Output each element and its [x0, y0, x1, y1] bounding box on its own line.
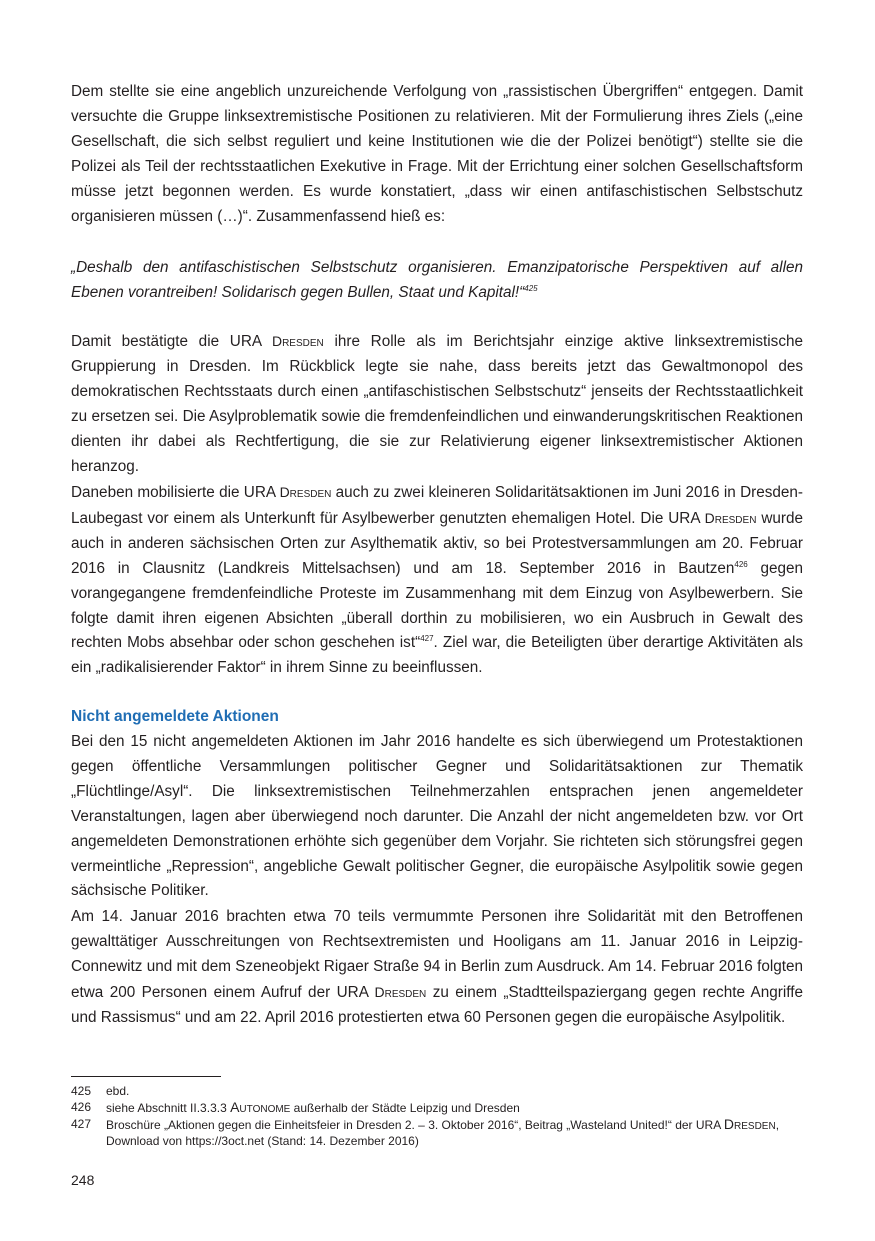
footnote-number: 426: [71, 1100, 92, 1114]
paragraph-3-text-d: gegen vorangegangene fremdenfeindliche Proteste im Zusammenhang mit dem Einzug von Asylbewerbern. Sie folgte damit ihren eigenen Absichten „überall dorthin zu mobilisieren, wo ein Ausbruch in Gewalt des rechten Mobs absehbar oder schon geschehen ist“: [71, 559, 803, 652]
paragraph-3-dresden-2: Dresden: [704, 509, 757, 526]
footnote-text: [106, 1116, 803, 1149]
footnote-dresden: Dresden: [723, 1116, 776, 1132]
block-quote: [71, 256, 803, 306]
paragraph-2-dresden: Dresden: [271, 333, 324, 349]
paragraph-3-dresden-1: Dresden: [279, 484, 332, 500]
paragraph-3: [71, 480, 803, 681]
paragraph-2-text-b: ihre Rolle als im Berichtsjahr einzige aktive linksextremistische Gruppierung in Dresden. Im Rückblick legte sie nahe, dass bereits jetzt das Gewaltmonopol des demokratischen Rechtsstaats durch einen „antifaschistischen Selbstschutz“ jenseits der Rechtsstaatlichkeit zu ersetzen sei. Die Asylproblematik sowie die fremdenfeindlichen und einwanderungskritischen Reaktionen dienten ihr dabei als Rechtfertigung, die sie zur Relativierung eigener linksextremistischer Aktionen heranzog.: [71, 333, 803, 475]
footnote-autonome: Autonome: [230, 1099, 291, 1115]
footnote-426: [71, 1099, 803, 1116]
paragraph-1: Dem stellte sie eine angeblich unzureichende Verfolgung von „rassistischen Übergriffen“ entgegen. Damit versuchte die Gruppe linksextremistische Positionen zu relativieren. Mit der Formulierung ihres Ziels („eine Gesellschaft, die sich selbst reguliert und keine Institutionen wie die der Polizei benötigt“) stellte sie die Polizei als Teil der rechtsstaatlichen Exekutive in Frage. Mit der Errichtung einer solchen Gesellschaftsform müsse jetzt begonnen werden. Es wurde konstatiert, „dass wir einen antifaschistischen Selbstschutz organisieren müssen (…)“. Zusammenfassend hieß es:: [71, 83, 803, 225]
footnote-ref-425[interactable]: 425: [524, 283, 538, 293]
paragraph-3-text-b: auch zu zwei kleineren Solidaritätsaktionen im Juni 2016 in Dresden-Laubegast vor einem als Unterkunft für Asylbewerber genutzten ehemaligen Hotel. Die URA: [71, 484, 803, 527]
footnote-ref-427[interactable]: 427: [420, 634, 434, 644]
footnote-text-a: Broschüre „Aktionen gegen die Einheitsfeier in Dresden 2. – 3. Oktober 2016“, Beitrag „Wasteland United!“ der URA: [106, 1118, 724, 1132]
footnote-425: [71, 1083, 803, 1099]
footnote-number: 425: [71, 1084, 92, 1098]
paragraph-5-dresden: Dresden: [374, 983, 427, 1000]
footnote-text-b: außerhalb der Städte Leipzig und Dresden: [290, 1101, 520, 1115]
quote-text: „Deshalb den antifaschistischen Selbstschutz organisieren. Emanzipatorische Perspektiven auf allen Ebenen vorantreiben! Solidarisch gegen Bullen, Staat und Kapital!“: [71, 259, 803, 301]
footnote-text: [106, 1099, 803, 1116]
footnotes: [71, 1083, 803, 1149]
paragraph-5: [71, 905, 803, 1031]
paragraph-5-text-a: Am 14. Januar 2016 brachten etwa 70 teils vermummte Personen ihre Solidarität mit den Betroffenen gewalttätiger Ausschreitungen von Rechtsextremisten und Hooligans am 11. Januar 2016 in Leipzig-Connewitz und mit dem Szeneobjekt Rigaer Straße 94 in Berlin zum Ausdruck. Am 14. Februar 2016 folgten etwa 200 Personen einem Aufruf der URA: [71, 908, 803, 1001]
footnote-text-b: , Download von https://3oct.net (Stand: 14. Dezember 2016): [106, 1118, 780, 1148]
footnote-text: ebd.: [106, 1084, 130, 1098]
paragraph-4: Bei den 15 nicht angemeldeten Aktionen im Jahr 2016 handelte es sich überwiegend um Protestaktionen gegen öffentliche Versammlungen politischer Gegner und Solidaritätsaktionen zur Thematik „Flüchtlinge/Asyl“. Die linksextremistischen Teilnehmerzahlen entsprachen jenen angemeldeter Veranstaltungen, lagen aber überwiegend noch darunter. Die Anzahl der nicht angemeldeten bzw. vor Ort angemeldeten Demonstrationen erhöhte sich gegenüber dem Vorjahr. Sie richteten sich störungsfrei gegen vermeintliche „Repression“, angebliche Gewalt politischer Gegner, die europäische Asylpolitik sowie gegen sächsische Politiker.: [71, 733, 803, 900]
paragraph-3-text-c: wurde auch in anderen sächsischen Orten zur Asylthematik aktiv, so bei Protestversammlungen am 20. Februar 2016 in Clausnitz (Landkreis Mittelsachsen) und am 18. September 2016 in Bautzen: [71, 509, 803, 577]
footnote-427: [71, 1116, 803, 1149]
paragraph-5-text-b: zu einem „Stadtteilspaziergang gegen rechte Angriffe und Rassismus“ und am 22. April 2016 protestierten etwa 60 Personen gegen die europäische Asylpolitik.: [71, 983, 803, 1026]
page-number: 248: [71, 1172, 95, 1188]
paragraph-3-text-e: . Ziel war, die Beteiligten über derartige Aktivitäten als ein „radikalisierender Faktor“ in ihrem Sinne zu beeinflussen.: [71, 634, 804, 677]
paragraph-2: [71, 329, 803, 479]
footnote-text-a: siehe Abschnitt II.3.3.3: [106, 1101, 231, 1115]
footnote-number: 427: [71, 1117, 92, 1131]
paragraph-2-text-a: Damit bestätigte die URA: [71, 333, 272, 350]
section-heading: Nicht angemeldete Aktionen: [71, 708, 279, 725]
footnote-ref-426[interactable]: 426: [734, 559, 748, 569]
footnote-divider: [71, 1076, 221, 1077]
paragraph-3-text-a: Daneben mobilisierte die URA: [71, 484, 280, 501]
